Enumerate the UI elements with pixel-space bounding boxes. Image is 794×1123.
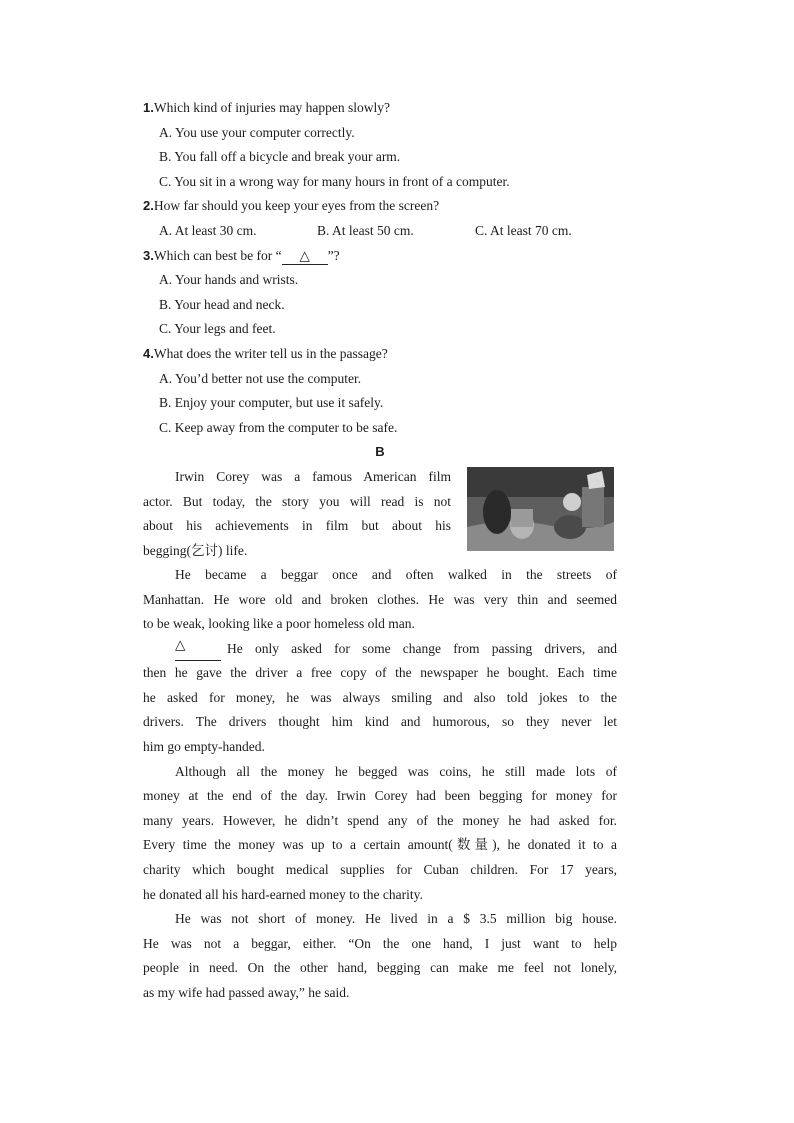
- question-number: 3.: [143, 247, 154, 263]
- paragraph-5: [143, 907, 617, 1005]
- question-stem: How far should you keep your eyes from the screen?: [153, 198, 440, 214]
- question-number: 2.: [143, 198, 154, 214]
- text-line: he asked for money, he was always smiling and also told jokes to the: [143, 689, 617, 705]
- option: C. Keep away from the computer to be safe.: [159, 419, 398, 435]
- option: A. At least 30 cm.: [159, 222, 257, 238]
- option: C. You sit in a wrong way for many hours in front of a computer.: [159, 173, 510, 189]
- option: C. At least 70 cm.: [475, 222, 572, 238]
- beggar-photo: [467, 467, 614, 551]
- text-line: Manhattan. He wore old and broken clothes. He was very thin and seemed: [143, 591, 617, 607]
- option-row: [143, 219, 617, 244]
- exam-page: [143, 96, 617, 1006]
- question-stem: Which can best be for “: [153, 247, 282, 263]
- text-line: many years. However, he didn’t spend any of the money he had asked for.: [143, 812, 617, 828]
- text-line: He became a beggar once and often walked in the streets of: [175, 566, 617, 582]
- paragraph-2: [143, 563, 617, 637]
- text-line: He was not short of money. He lived in a $ 3.5 million big house.: [175, 911, 617, 927]
- text-line: money at the end of the day. Irwin Corey had been begging for money for: [143, 788, 617, 804]
- question-stem: Which kind of injuries may happen slowly?: [153, 100, 391, 115]
- option: B. You fall off a bicycle and break your arm.: [159, 149, 401, 165]
- photo-illustration: [467, 467, 614, 551]
- text-line: He was not a beggar, either. “On the one hand, I just want to help: [143, 935, 617, 951]
- question-stem-end: ”?: [327, 247, 340, 263]
- question-number: 4.: [143, 345, 154, 361]
- text-line: actor. But today, the story you will read is not: [143, 493, 451, 509]
- text-line: charity which bought medical supplies for Cuban children. For 17 years,: [143, 862, 617, 878]
- text-line: [143, 637, 617, 662]
- text-line: Every time the money was up to a certain amount(数量), he donated it to a: [143, 837, 617, 853]
- text-line: he donated all his hard-earned money to the charity.: [143, 886, 423, 902]
- text-line: begging(乞讨) life.: [143, 542, 248, 558]
- paragraph-3: [143, 637, 617, 760]
- option: B. Your head and neck.: [159, 296, 285, 312]
- text-line: about his achievements in film but about his: [143, 518, 451, 534]
- text-line: Irwin Corey was a famous American film: [175, 468, 451, 484]
- intro-text: [143, 465, 451, 563]
- answer-blank: △: [175, 637, 221, 662]
- question-2: [143, 194, 617, 219]
- question-3: [143, 244, 617, 269]
- option: B. Enjoy your computer, but use it safely.: [159, 395, 384, 411]
- option: A. You use your computer correctly.: [159, 124, 355, 140]
- text-line: then he gave the driver a free copy of the newspaper he bought. Each time: [143, 665, 617, 681]
- text-line: as my wife had passed away,” he said.: [143, 985, 350, 1000]
- question-1: [143, 96, 617, 121]
- option: A. You’d better not use the computer.: [159, 370, 362, 386]
- text-line: Although all the money he begged was coins, he still made lots of: [175, 763, 617, 779]
- text-line: him go empty-handed.: [143, 739, 265, 755]
- passage-intro: [143, 465, 617, 563]
- text-line: drivers. The drivers thought him kind and humorous, so they never let: [143, 714, 617, 730]
- text-line: to be weak, looking like a poor homeless old man.: [143, 616, 415, 632]
- option: B. At least 50 cm.: [317, 222, 414, 238]
- question-number: 1.: [143, 100, 154, 115]
- question-4: [143, 342, 617, 367]
- text-line: people in need. On the other hand, begging can make me feel not lonely,: [143, 960, 617, 976]
- text-line-content: He only asked for some change from passing drivers, and: [227, 640, 617, 656]
- option: A. Your hands and wrists.: [159, 272, 299, 288]
- question-stem: What does the writer tell us in the passage?: [153, 345, 388, 361]
- paragraph-4: [143, 760, 617, 908]
- option: C. Your legs and feet.: [159, 321, 276, 337]
- answer-blank: △: [282, 248, 328, 265]
- section-heading: B: [375, 444, 385, 460]
